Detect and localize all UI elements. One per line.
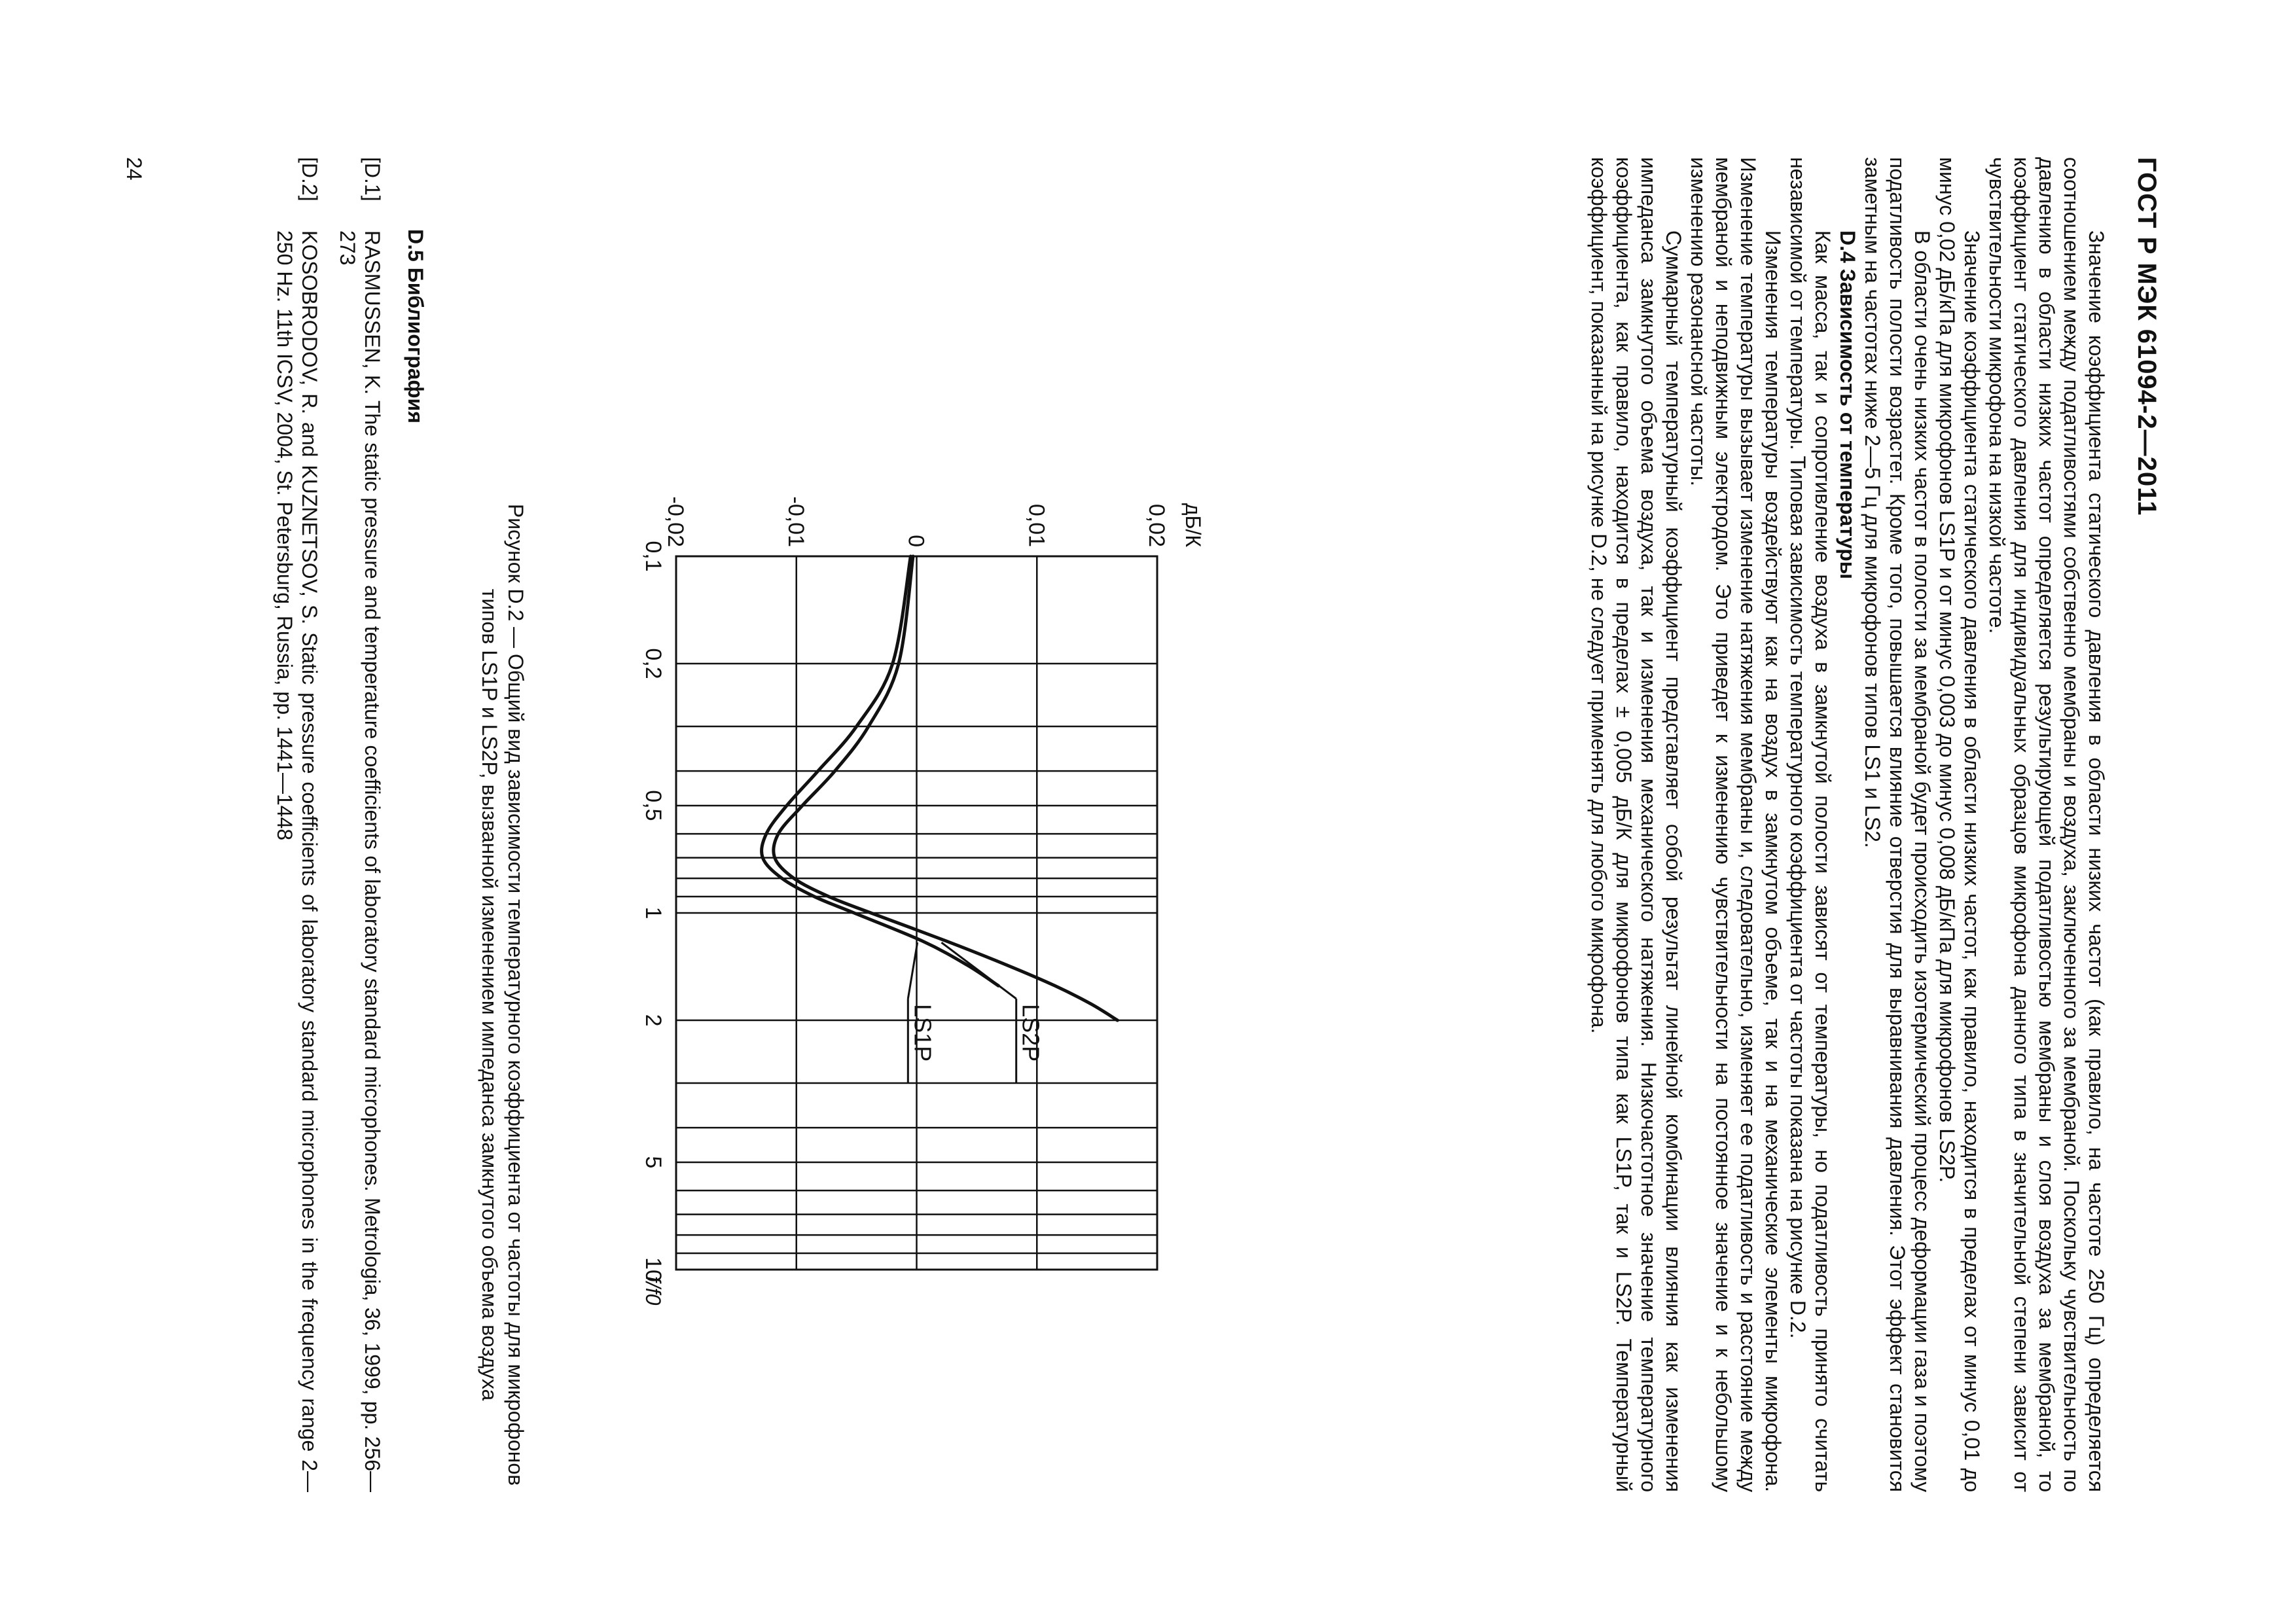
reference-item [272,157,322,1492]
x-tick-label: 10 [641,1257,666,1282]
series-label-ls2p: LS2P [1017,1004,1045,1062]
series-label-ls1p: LS1P [909,1004,937,1062]
temperature-coefficient-chart [542,419,1229,1306]
y-tick-label: 0,01 [1024,503,1049,547]
y-tick-label: -0,01 [783,496,808,547]
reference-text: RASMUSSEN, K. The static pressure and temperature coefficients of laboratory standard microphones. Metrologia, 36, 1999, pp. 256—273 [336,230,384,1492]
section-heading-d4: D.4 Зависимость от температуры [1836,230,1859,579]
y-axis-unit: дБ/К [1181,503,1205,547]
paragraph: Значение коэффициента статического давления в области низких частот (как правило, на частоте 250 Гц) определяется соотношением между податливостями собственно мембраны и воздуха, заключенного за мембраной. Поскольку чувствительность по давлению в области низких частот определяется результирующей податливостью мембраны и слоя воздуха за мембраной, то коэффициент статического давления для индивидуальных образцов микрофона данного типа в значительной степени зависит от чувствительности микрофона на низкой частоте. [1985,157,2108,1492]
y-tick-label: 0 [903,535,929,547]
paragraph: Изменения температуры воздействуют как на воздух в замкнутом объеме, так и на механические элементы микрофона. Изменение температуры вызывает изменение натяжения мембраны и, следовательно, изменяет ее податливость и расстояние между мембраной и неподвижным электродом. Это приведет к изменению чувствительности на постоянное значение и к небольшому изменению резонансной частоты. [1687,157,1785,1492]
y-tick-label: -0,02 [663,496,688,547]
figure-d2 [542,419,1229,1306]
reference-text: KOSOBRODOV, R. and KUZNETSOV, S. Static pressure coefficients of laboratory standard microphones in the frequency range 2—250 Hz. 11th ICSV, 2004, St. Petersburg, Russia, pp. 1441—1448 [273,230,321,1492]
y-tick-label: 0,02 [1144,503,1169,547]
paragraph: В области очень низких частот в полости за мембраной будет происходить изотермический процесс деформации газа и поэтому податливость полости возрастет. Кроме того, повышается влияние отверстия для выравнивания давления. Этот эффект становится заметным на частотах ниже 2—5 Гц для микрофонов типов LS1 и LS2. [1861,157,1934,1492]
x-axis-unit: f/f0 [641,1276,665,1306]
x-tick-label: 1 [641,906,666,919]
figure-caption: Рисунок D.2 — Общий вид зависимости температурного коэффициента от частоты для микрофонов типов LS1P и LS2P, вызванной изменением импеданса замкнутого объема воздуха [478,503,528,1486]
x-tick-label: 0,2 [641,648,666,679]
series-line-ls2p [774,556,1118,1020]
paragraph: Как масса, так и сопротивление воздуха в замкнутой полости зависят от температуры, но податливость принято считать независимой от температуры. Типовая зависимость температурного коэффициента от частоты показана на рисунке D.2. [1786,157,1835,1492]
x-tick-label: 2 [641,1014,666,1027]
page-number: 24 [122,157,146,181]
body-text [1587,157,2109,1492]
x-tick-label: 0,1 [641,541,666,572]
x-tick-label: 5 [641,1156,666,1169]
section-heading-d5: D.5 Библиография [404,229,427,423]
reference-item [335,157,385,1492]
reference-id: [D.2] [298,157,321,202]
paragraph: Суммарный температурный коэффициент представляет собой результат линейной комбинации влияния как изменения импеданса замкнутого объема воздуха, так и изменения механического натяжения. Низкочастотное значение температурного коэффициента, как правило, находится в пределах ± 0,005 дБ/К для микрофонов типа как LS1P, так и LS2P. Температурный коэффициент, показанный на рисунке D.2, не следует применять для любого микрофона. [1587,157,1685,1492]
paragraph: Значение коэффициента статического давления в области низких частот, как правило, находится в пределах от минус 0,01 до минус 0,02 дБ/кПа для микрофонов LS1P и от минус 0,003 до минус 0,008 дБ/кПа для микрофонов LS2P. [1935,157,1984,1492]
reference-id: [D.1] [361,157,384,202]
x-tick-label: 0,5 [641,790,666,821]
bibliography [259,157,385,1492]
document-header: ГОСТ Р МЭК 61094-2—2011 [2132,157,2161,516]
